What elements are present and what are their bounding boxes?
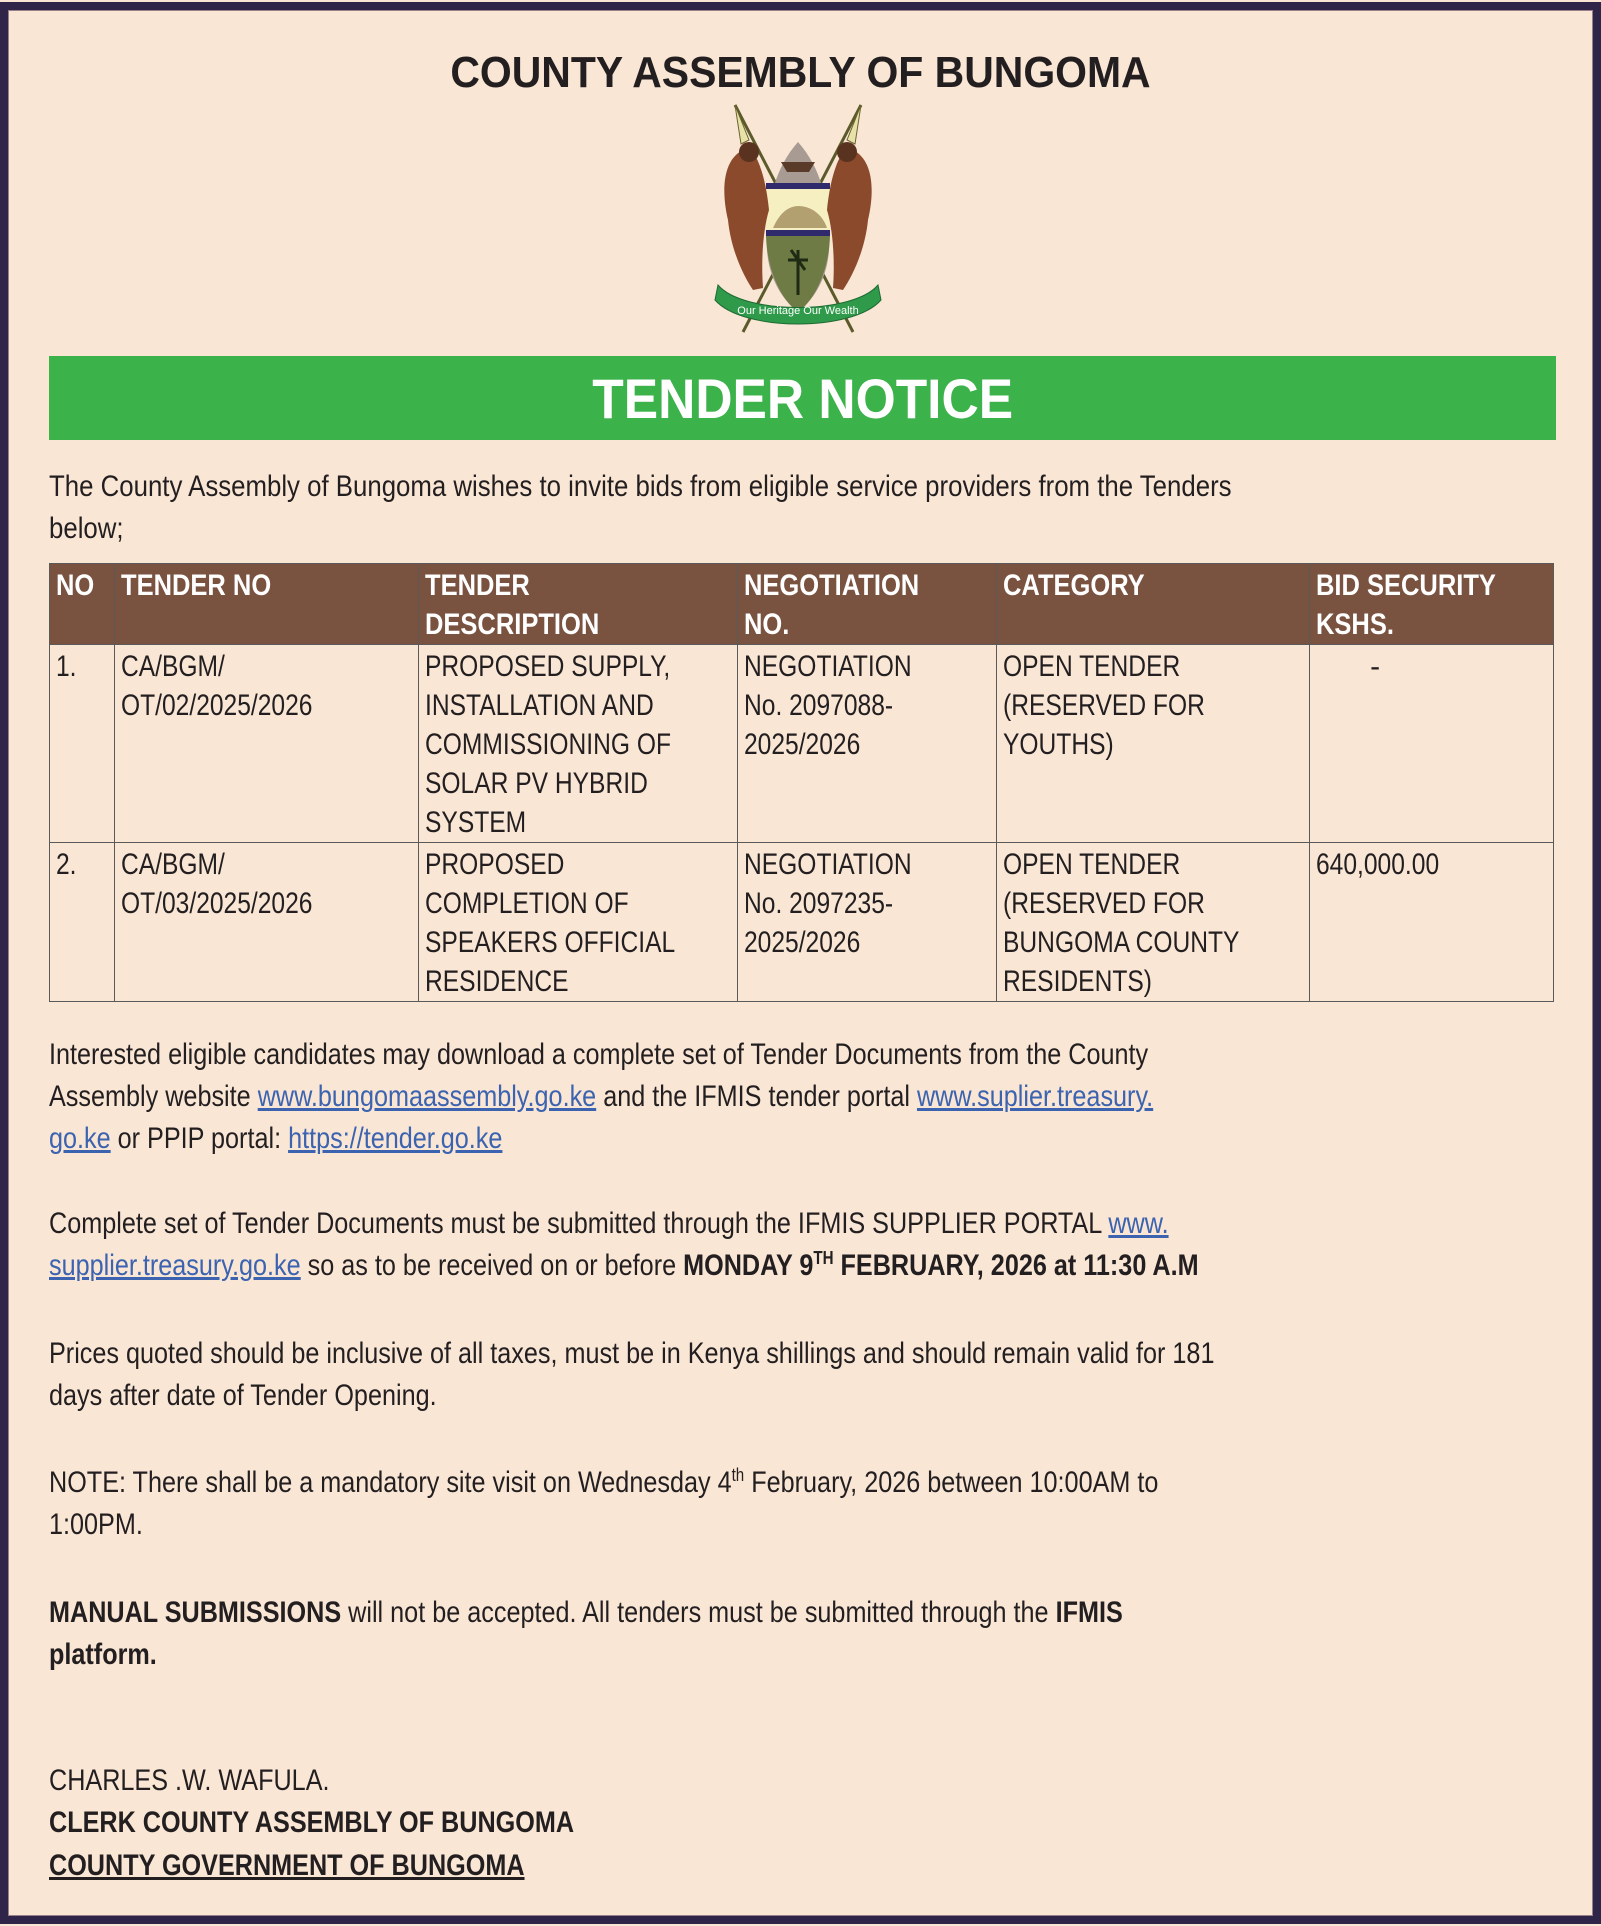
submission-paragraph: Complete set of Tender Documents must be submitted through the IFMIS SUPPLIER PORTAL www. supplier.treasury.go.ke so as to be received on or before MONDAY 9TH FEBRUARY, 2026 at 11:30 A.M — [49, 1207, 1199, 1282]
coat-of-arms-icon — [703, 100, 893, 340]
col-header-negotiation: NEGOTIATION NO. — [737, 564, 997, 645]
tenders-table — [49, 563, 1554, 1002]
ifmis-portal-link-cont[interactable]: go.ke — [49, 1122, 111, 1155]
col-header-category: CATEGORY — [997, 564, 1310, 645]
cell-no: 2. — [50, 843, 115, 1002]
signatory-name: CHARLES .W. WAFULA. — [49, 1764, 330, 1797]
signatory-title: CLERK COUNTY ASSEMBLY OF BUNGOMA — [49, 1806, 575, 1839]
table-header-row — [50, 564, 1554, 645]
col-header-tender-no: TENDER NO — [114, 564, 419, 645]
cell-tender-no: CA/BGM/ OT/02/2025/2026 — [114, 645, 419, 843]
col-header-description: TENDER DESCRIPTION — [419, 564, 737, 645]
prices-paragraph: Prices quoted should be inclusive of all taxes, must be in Kenya shillings and should remain valid for 181 days after date of Tender Opening. — [49, 1337, 1215, 1412]
page-title — [0, 48, 1601, 98]
cell-no: 1. — [50, 645, 115, 843]
ppip-portal-link[interactable]: https://tender.go.ke — [288, 1122, 503, 1155]
col-header-bid-security: BID SECURITY KSHS. — [1310, 564, 1554, 645]
svg-text:Our Heritage Our Wealth: Our Heritage Our Wealth — [737, 305, 859, 317]
signatory-org: COUNTY GOVERNMENT OF BUNGOMA — [49, 1849, 525, 1882]
banner-title: TENDER NOTICE — [592, 366, 1013, 430]
cell-description: PROPOSED SUPPLY, INSTALLATION AND COMMISSIONING OF SOLAR PV HYBRID SYSTEM — [419, 645, 737, 843]
deadline: MONDAY 9TH FEBRUARY, 2026 at 11:30 A.M — [683, 1248, 1199, 1282]
table-row — [50, 843, 1554, 1002]
cell-negotiation: NEGOTIATION No. 2097088- 2025/2026 — [737, 645, 997, 843]
assembly-title: COUNTY ASSEMBLY OF BUNGOMA — [450, 48, 1151, 97]
tender-notice-banner — [49, 356, 1556, 440]
download-paragraph: Interested eligible candidates may download a complete set of Tender Documents from the County Assembly website www.bungomaassembly.go.ke and the IFMIS tender portal www.suplier.treasury. go.ke or PPIP portal: https://tender.go.ke — [49, 1038, 1154, 1155]
cell-category: OPEN TENDER (RESERVED FOR YOUTHS) — [997, 645, 1310, 843]
cell-negotiation: NEGOTIATION No. 2097235- 2025/2026 — [737, 843, 997, 1002]
ifmis-portal-link[interactable]: www.suplier.treasury. — [916, 1080, 1154, 1113]
assembly-website-link[interactable]: www.bungomaassembly.go.ke — [257, 1080, 597, 1113]
cell-category: OPEN TENDER (RESERVED FOR BUNGOMA COUNTY RESIDENTS) — [997, 843, 1310, 1002]
supplier-portal-link-cont[interactable]: supplier.treasury.go.ke — [49, 1249, 301, 1282]
col-header-no: NO — [50, 564, 115, 645]
cell-tender-no: CA/BGM/ OT/03/2025/2026 — [114, 843, 419, 1002]
cell-bid-security: 640,000.00 — [1310, 843, 1554, 1002]
table-row — [50, 645, 1554, 843]
supplier-portal-link[interactable]: www. — [1108, 1207, 1169, 1240]
note-paragraph: NOTE: There shall be a mandatory site visit on Wednesday 4th February, 2026 between 10:00AM to 1:00PM. — [49, 1465, 1159, 1541]
manual-submission-paragraph: MANUAL SUBMISSIONS will not be accepted. All tenders must be submitted through the IFMIS platform. — [49, 1596, 1123, 1671]
cell-description: PROPOSED COMPLETION OF SPEAKERS OFFICIAL RESIDENCE — [419, 843, 737, 1002]
intro-paragraph: The County Assembly of Bungoma wishes to invite bids from eligible service providers from the Tenders below; — [49, 470, 1232, 545]
cell-bid-security: - — [1310, 645, 1554, 843]
